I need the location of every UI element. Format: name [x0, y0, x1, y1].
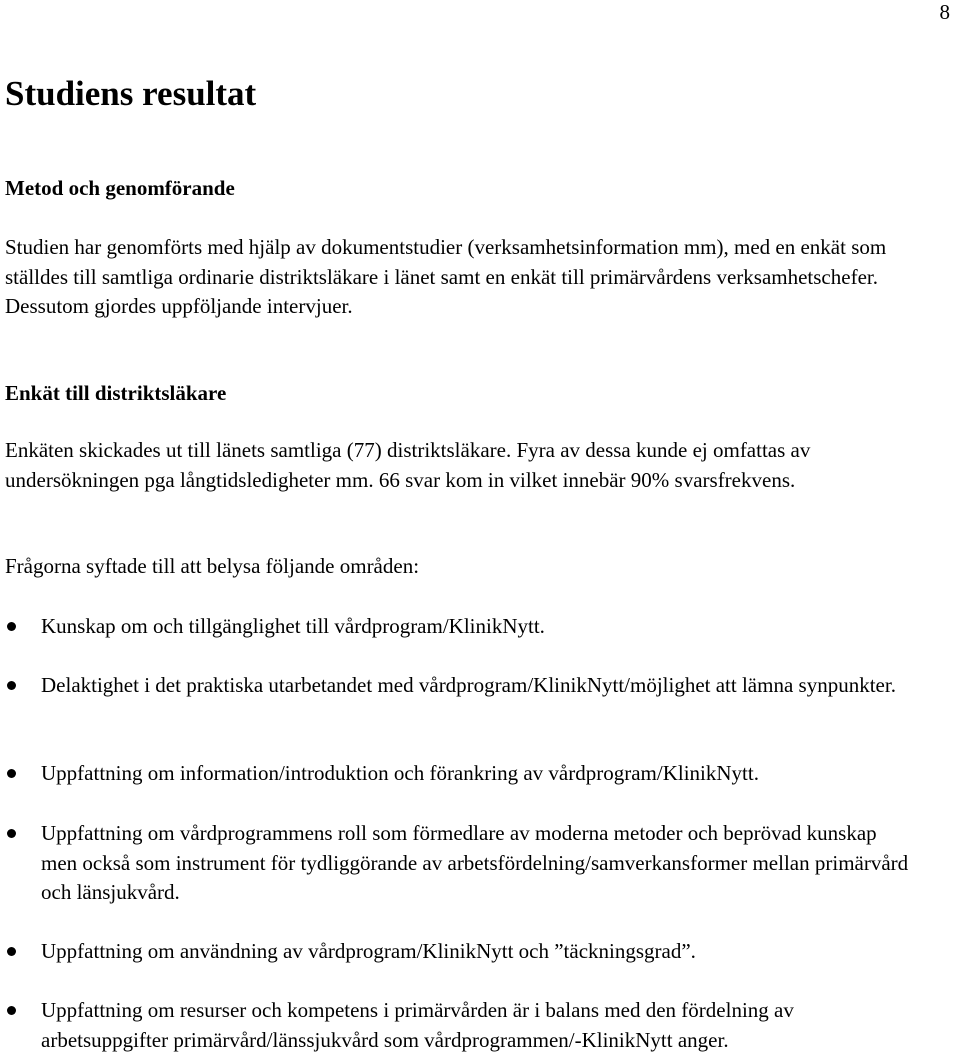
section-heading-metod: Metod och genomförande [5, 176, 235, 200]
list-item-text: Uppfattning om information/introduktion och förankring av vårdprogram/KlinikNytt. [41, 761, 759, 785]
list-item-text: Uppfattning om vårdprogrammens roll som förmedlare av moderna metoder och beprövad kunskap men också som instrument för tydliggörande av arbetsfördelning/samverkansformer mellan primärvård och länsjukvård. [41, 821, 909, 904]
bullet-icon [7, 829, 16, 838]
bullet-icon [7, 947, 16, 956]
section-heading-enkat: Enkät till distriktsläkare [5, 381, 227, 405]
paragraph-enkat-response: Enkäten skickades ut till länets samtliga (77) distriktsläkare. Fyra av dessa kunde ej omfattas av undersökningen pga långtidsledigheter mm. 66 svar kom in vilket innebär 90% svarsfrekvens. [5, 438, 811, 492]
list-item-text: Uppfattning om resurser och kompetens i primärvården är i balans med den fördelning av arbetsuppgifter primärvård/länssjukvård som vårdprogrammen/-KlinikNytt anger. [41, 998, 794, 1052]
bullet-icon [7, 769, 16, 778]
list-item-text: Uppfattning om användning av vårdprogram/KlinikNytt och ”täckningsgrad”. [41, 939, 696, 963]
list-item-text: Delaktighet i det praktiska utarbetandet med vårdprogram/KlinikNytt/möjlighet att lämna synpunkter. [41, 673, 896, 697]
page-number: 8 [939, 0, 950, 24]
page-title: Studiens resultat [5, 74, 257, 113]
paragraph-metod: Studien har genomförts med hjälp av dokumentstudier (verksamhetsinformation mm), med en enkät som ställdes till samtliga ordinarie distriktsläkare i länet samt en enkät till primärvårdens verksamhetschefer. Dessutom gjordes uppföljande intervjuer. [5, 235, 887, 318]
bullet-icon [7, 622, 16, 631]
bullet-icon [7, 1006, 16, 1015]
list-item-text: Kunskap om och tillgänglighet till vårdprogram/KlinikNytt. [41, 614, 545, 638]
bullet-icon [7, 681, 16, 690]
paragraph-enkat-questions-intro: Frågorna syftade till att belysa följande områden: [5, 554, 420, 578]
